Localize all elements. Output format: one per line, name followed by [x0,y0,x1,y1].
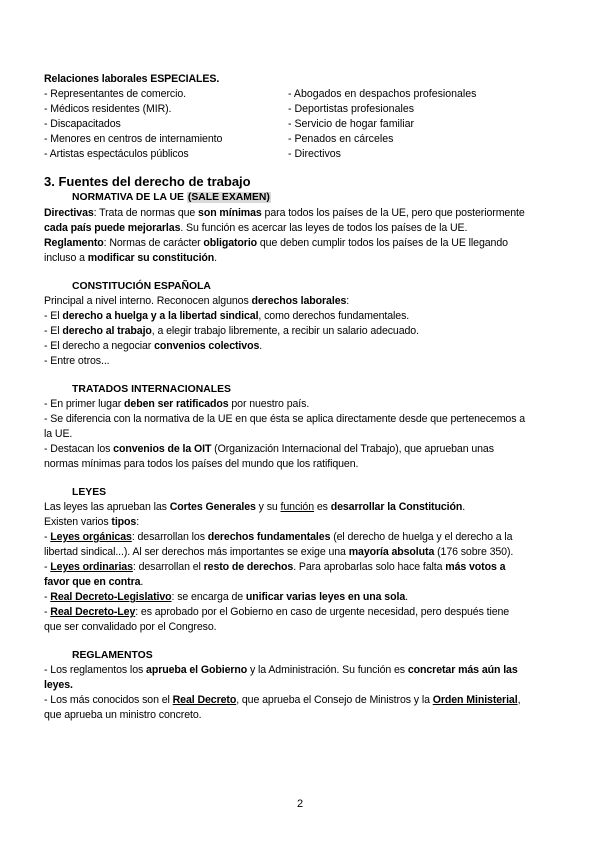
text-run: incluso a [44,252,88,264]
reglamentos-line: leyes. [44,679,73,691]
section-title: 3. Fuentes del derecho de trabajo [44,174,251,189]
exam-tag: (SALE EXAMEN) [187,192,270,203]
special-left-item: - Menores en centros de internamiento [44,133,223,145]
text-run: convenios colectivos [154,340,260,352]
tratados-line: - Se diferencia con la normativa de la UE en que ésta se aplica directamente desde que pertenecemos a [44,413,526,425]
leyes-line [44,500,465,515]
text-run: mayoría absoluta [348,546,435,558]
text-run: derecho al trabajo [62,325,152,337]
text-run: libertad sindical...). Al ser derechos más importantes se exige una [44,546,349,558]
text-run: deben ser ratificados [124,398,229,410]
reglamento-line-1 [44,236,508,251]
text-run: - [44,606,51,618]
special-right-item: - Deportistas profesionales [288,103,415,115]
text-run: (Organización Internacional del Trabajo), que aprueban unas [211,443,494,455]
special-right-item: - Penados en cárceles [288,133,394,145]
text-run: : [136,516,140,528]
directivas-line-1 [44,206,525,221]
text-run: Real Decreto-Ley [50,606,136,618]
ce-item [44,339,262,354]
tratados-line: la UE. [44,428,73,440]
text-run: (el derecho de huelga y el derecho a la [330,531,513,543]
special-left-item: - Representantes de comercio. [44,88,186,100]
text-run: concretar más aún las [407,664,518,676]
text-run: obligatorio [203,237,258,249]
leyes-line [44,560,505,575]
text-run: , que aprueba el Consejo de Ministros y la [236,694,433,706]
text-run: - Destacan los [44,443,114,455]
text-run: derecho a huelga y a la libertad sindical [62,310,259,322]
text-run: : Normas de carácter [103,237,204,249]
leyes-line: que ser convalidado por el Congreso. [44,621,217,633]
tratados-line [44,397,309,412]
text-run: : desarrollan los [131,531,208,543]
text-run: , a elegir trabajo libremente, a recibir un salario adecuado. [151,325,419,337]
reglamentos-line [44,693,520,708]
text-run: desarrollar la Constitución [330,501,463,513]
text-run: : se encarga de [171,591,246,603]
directivas-line-2 [44,221,467,236]
text-run: . Su función es acercar las leyes de todos los países de la UE. [180,222,468,234]
text-run: . Para aprobarlas solo hace falta [293,561,446,573]
reglamento-line-2 [44,251,217,266]
text-run: - El derecho a negociar [44,340,155,352]
text-run: - Los más conocidos son el [44,694,173,706]
text-run: resto de derechos [203,561,294,573]
text-run: favor que en contra [44,576,141,588]
ce-intro [44,294,349,309]
text-run: derechos fundamentales [207,531,331,543]
text-run: convenios de la OIT [113,443,212,455]
text-run: es [314,501,331,513]
text-run: Leyes ordinarias [50,561,133,573]
special-relations-heading: Relaciones laborales ESPECIALES. [44,73,220,85]
text-run: . [259,340,263,352]
ue-heading-text: NORMATIVA DE LA UE [72,192,184,203]
text-run: tipos [111,516,137,528]
leyes-line [44,515,139,530]
text-run: Orden Ministerial [432,694,518,706]
special-right-item: - Directivos [288,148,341,160]
text-run: derechos laborales [251,295,347,307]
text-run: Real Decreto [172,694,237,706]
leyes-heading: LEYES [72,487,107,498]
tratados-line [44,442,494,457]
ce-item [44,309,409,324]
text-run: . [462,501,466,513]
text-run: , como derechos fundamentales. [258,310,410,322]
text-run: por nuestro país. [228,398,310,410]
text-run: y la Administración. Su función es [247,664,408,676]
text-run: Cortes Generales [169,501,256,513]
text-run: y su [255,501,281,513]
text-run: son mínimas [198,207,262,219]
text-run: . [140,576,144,588]
text-run: más votos a [445,561,506,573]
text-run: - Los reglamentos los [44,664,147,676]
reglamentos-heading: REGLAMENTOS [72,650,153,661]
special-left-item: - Discapacitados [44,118,121,130]
text-run: cada país puede mejorarlas [44,222,181,234]
text-run: unificar varias leyes en una sola [245,591,406,603]
ce-heading: CONSTITUCIÓN ESPAÑOLA [72,281,211,292]
text-run: función [280,501,315,513]
tratados-heading: TRATADOS INTERNACIONALES [72,384,231,395]
text-run: : desarrollan el [132,561,204,573]
text-run: Existen varios [44,516,112,528]
reglamentos-line [44,663,518,678]
text-run: : Trata de normas que [93,207,199,219]
reglamento-label: Reglamento [44,237,104,249]
page-number: 2 [296,798,304,810]
text-run: Las leyes las aprueban las [44,501,170,513]
text-run: . [214,252,218,264]
text-run: para todos los países de la UE, pero que posteriormente [261,207,525,219]
text-run: - [44,561,51,573]
text-run: - [44,591,51,603]
special-left-item: - Médicos residentes (MIR). [44,103,172,115]
directivas-label: Directivas [44,207,94,219]
text-run: modificar su constitución [87,252,215,264]
text-run: que deben cumplir todos los países de la UE llegando [257,237,508,249]
text-run: : [346,295,350,307]
text-run: . [405,591,408,603]
text-run: : es aprobado por el Gobierno en caso de urgente necesidad, pero después tiene [135,606,510,618]
text-run: - En primer lugar [44,398,125,410]
text-run: , [517,694,521,706]
text-run: - [44,531,51,543]
leyes-line [44,590,408,605]
text-run: - El [44,310,63,322]
text-run: - El [44,325,63,337]
ce-item: - Entre otros... [44,355,110,367]
text-run: Real Decreto-Legislativo [50,591,172,603]
reglamentos-line: que aprueba un ministro concreto. [44,709,202,721]
leyes-line [44,575,143,590]
leyes-line [44,530,512,545]
special-left-item: - Artistas espectáculos públicos [44,148,189,160]
text-run: Principal a nivel interno. Reconocen algunos [44,295,252,307]
tratados-line: normas mínimas para todos los países del mundo que los ratifiquen. [44,458,359,470]
text-run: aprueba el Gobierno [146,664,248,676]
special-right-item: - Abogados en despachos profesionales [288,88,477,100]
special-right-item: - Servicio de hogar familiar [288,118,414,130]
leyes-line [44,545,513,560]
ue-heading [72,191,271,205]
ce-item [44,324,419,339]
text-run: (176 sobre 350). [434,546,514,558]
text-run: Leyes orgánicas [50,531,132,543]
leyes-line [44,605,509,620]
